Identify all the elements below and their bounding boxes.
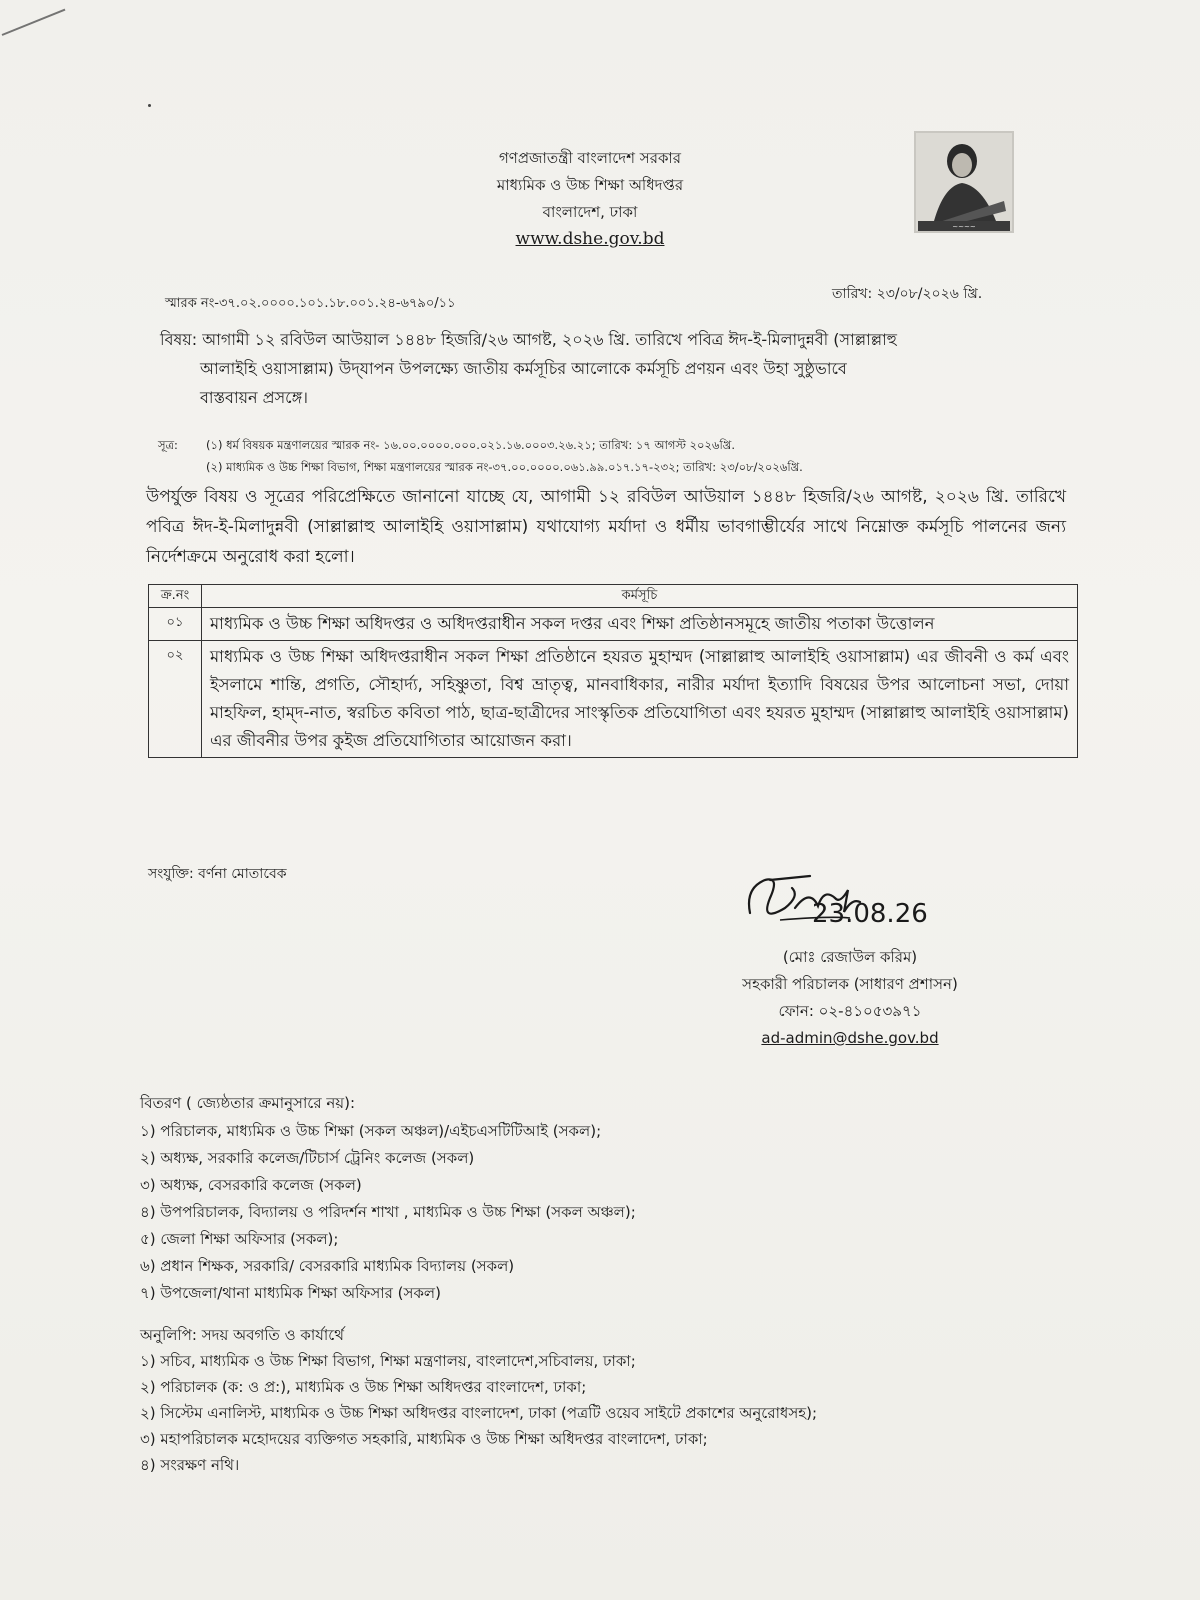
row-program-text: মাধ্যমিক ও উচ্চ শিক্ষা অধিদপ্তর ও অধিদপ্তরাধীন সকল দপ্তর এবং শিক্ষা প্রতিষ্ঠানসমূহে জাতীয় পতাকা উত্তোলন [202,608,1078,641]
list-item: ২) পরিচালক (ক: ও প্র:), মাধ্যমিক ও উচ্চ শিক্ষা অধিদপ্তর বাংলাদেশ, ঢাকা; [140,1378,587,1396]
letterhead-line-1: গণপ্রজাতন্ত্রী বাংলাদেশ সরকার [498,149,682,167]
signer-name: (মোঃ রেজাউল করিম) [782,948,918,966]
list-item: ৩) অধ্যক্ষ, বেসরকারি কলেজ (সকল) [140,1176,362,1194]
ink-dot [148,104,151,107]
list-item: ৬) প্রধান শিক্ষক, সরকারি/ বেসরকারি মাধ্যমিক বিদ্যালয় (সকল) [140,1257,515,1275]
website-link[interactable]: www.dshe.gov.bd [515,229,665,249]
references [158,434,1038,478]
copies-list [140,1322,1040,1478]
references-label: সূত্র: [158,438,178,452]
handwritten-signature [740,868,980,938]
row-number: ০২ [149,641,202,758]
distribution-heading: বিতরণ ( জ্যেষ্ঠতার ক্রমানুসারে নয়): [140,1094,356,1112]
subject-label: বিষয়: [160,330,198,349]
letterhead-line-3: বাংলাদেশ, ঢাকা [542,203,638,221]
signer-email[interactable]: ad-admin@dshe.gov.bd [761,1029,939,1047]
list-item: ৪) সংরক্ষণ নথি। [140,1456,240,1474]
letterhead [420,145,760,253]
list-item: ১) পরিচালক, মাধ্যমিক ও উচ্চ শিক্ষা (সকল অঞ্চল)/এইচএসটিটিআই (সকল); [140,1122,602,1140]
program-table [148,584,1078,758]
reference-item: (১) ধর্ম বিষয়ক মন্ত্রণালয়ের স্মারক নং- ১৬.০০.০০০০.০০০.০২১.১৬.০০০৩.২৬.২১; তারিখ: ১৭ আগস্ট ২০২৬খ্রি. [206,438,735,452]
subject-line-1: আগামী ১২ রবিউল আউয়াল ১৪৪৮ হিজরি/২৬ আগষ্ট, ২০২৬ খ্রি. তারিখে পবিত্র ঈদ-ই-মিলাদুন্নবী (সাল্লাল্লাহু [202,330,898,349]
table-row [149,641,1078,758]
table-row [149,608,1078,641]
signature-date: 23.08.26 [812,899,928,929]
list-item: ৫) জেলা শিক্ষা অফিসার (সকল); [140,1230,339,1248]
list-item: ৪) উপপরিচালক, বিদ্যালয় ও পরিদর্শন শাখা , মাধ্যমিক ও উচ্চ শিক্ষা (সকল অঞ্চল); [140,1203,636,1221]
annex-note: সংযুক্তি: বর্ণনা মোতাবেক [148,866,287,882]
list-item: ৭) উপজেলা/থানা মাধ্যমিক শিক্ষা অফিসার (সকল) [140,1284,441,1302]
signer-block [690,944,1010,1052]
list-item: ২) সিস্টেম এনালিস্ট, মাধ্যমিক ও উচ্চ শিক্ষা অধিদপ্তর বাংলাদেশ, ঢাকা (পত্রটি ওয়েব সাইটে প্রকাশের অনুরোধসহ); [140,1404,818,1422]
memo-number: স্মারক নং-৩৭.০২.০০০০.১০১.১৮.০০১.২৪-৬৭৯০/১১ [165,296,456,311]
letterhead-line-2: মাধ্যমিক ও উচ্চ শিক্ষা অধিদপ্তর [496,176,684,194]
letter-date: তারিখ: ২৩/০৮/২০২৬ খ্রি. [832,286,983,302]
list-item: ২) অধ্যক্ষ, সরকারি কলেজ/টিচার্স ট্রেনিং কলেজ (সকল) [140,1149,475,1167]
column-header-serial: ক্র.নং [149,585,202,608]
subject-block [160,325,1025,412]
signer-designation: সহকারী পরিচালক (সাধারণ প্রশাসন) [742,975,958,993]
column-header-program: কর্মসূচি [202,585,1078,608]
copies-heading: অনুলিপি: সদয় অবগতি ও কার্যার্থে [140,1326,344,1344]
intro-paragraph: উপর্যুক্ত বিষয় ও সূত্রের পরিপ্রেক্ষিতে জানানো যাচ্ছে যে, আগামী ১২ রবিউল আউয়াল ১৪৪৮ হিজরি/২৬ আগষ্ট, ২০২৬ খ্রি. তারিখে পবিত্র ঈদ-ই-মিলাদুন্নবী (সাল্লাল্লাহু আলাইহি ওয়াসাল্লাম) যথাযোগ্য মর্যাদা ও ধর্মীয় ভাবগাম্ভীর্যের সাথে নিম্নোক্ত কর্মসূচি পালনের জন্য নির্দেশক্রমে অনুরোধ করা হলো। [146,487,1066,567]
portrait-emblem [914,131,1014,233]
subject-line-3: বাস্তবায়ন প্রসঙ্গে। [200,388,308,407]
list-item: ৩) মহাপরিচালক মহোদয়ের ব্যক্তিগত সহকারি, মাধ্যমিক ও উচ্চ শিক্ষা অধিদপ্তর বাংলাদেশ, ঢাকা; [140,1430,708,1448]
table-header-row [149,585,1078,608]
distribution-list [140,1090,1040,1307]
list-item: ১) সচিব, মাধ্যমিক ও উচ্চ শিক্ষা বিভাগ, শিক্ষা মন্ত্রণালয়, বাংলাদেশ,সচিবালয়, ঢাকা; [140,1352,636,1370]
row-number: ০১ [149,608,202,641]
row-program-text: মাধ্যমিক ও উচ্চ শিক্ষা অধিদপ্তরাধীন সকল শিক্ষা প্রতিষ্ঠানে হযরত মুহাম্মদ (সাল্লাল্লাহু আলাইহি ওয়াসাল্লাম) এর জীবনী ও কর্ম এবং ইসলামে শান্তি, প্রগতি, সৌহার্দ্য, সহিষ্ণুতা, বিশ্ব ভ্রাতৃত্ব, মানবাধিকার, নারীর মর্যাদা ইত্যাদি বিষয়ের উপর আলোচনা সভা, দোয়া মাহফিল, হাম্‌দ-নাত, স্বরচিত কবিতা পাঠ, ছাত্র-ছাত্রীদের সাংস্কৃতিক প্রতিযোগিতা এবং হযরত মুহাম্মদ (সাল্লাল্লাহু আলাইহি ওয়াসাল্লাম) এর জীবনীর উপর কুইজ প্রতিযোগিতার আয়োজন করা। [202,641,1078,758]
reference-item: (২) মাধ্যমিক ও উচ্চ শিক্ষা বিভাগ, শিক্ষা মন্ত্রণালয়ের স্মারক নং-৩৭.০০.০০০০.০৬১.৯৯.০১৭.১৭-২৩২; তারিখ: ২৩/০৮/২০২৬খ্রি. [206,460,803,474]
pen-mark [2,9,66,36]
svg-text:~~~~: ~~~~ [952,223,976,231]
subject-line-2: আলাইহি ওয়াসাল্লাম) উদ্‌যাপন উপলক্ষ্যে জাতীয় কর্মসূচির আলোকে কর্মসূচি প্রণয়ন এবং উহা সুষ্ঠুভাবে [200,359,847,378]
signer-phone: ফোন: ০২-৪১০৫৩৯৭১ [778,1002,922,1020]
